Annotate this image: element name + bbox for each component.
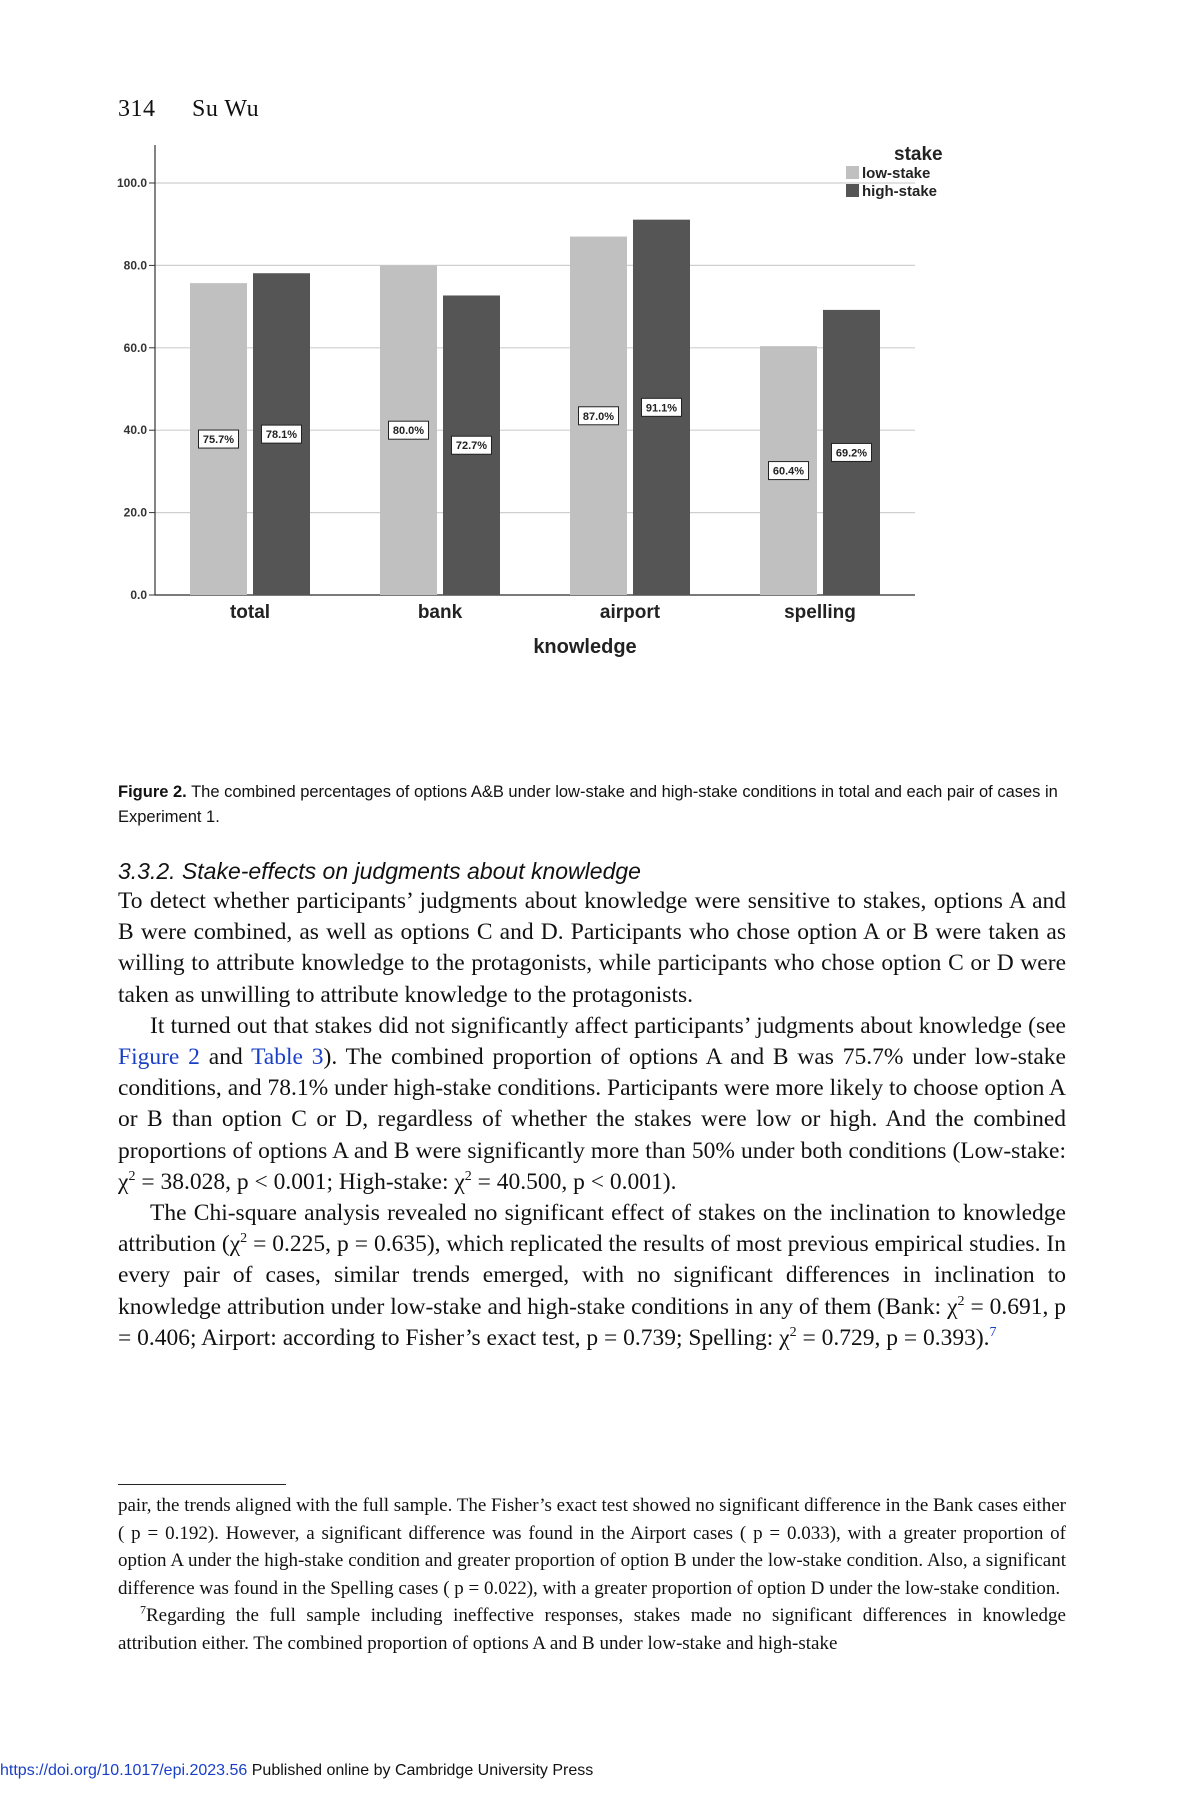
doi-link[interactable]: https://doi.org/10.1017/epi.2023.56 xyxy=(0,1762,248,1779)
x-tick-label: bank xyxy=(417,602,463,623)
page-number: 314 xyxy=(118,96,156,122)
body-text xyxy=(118,886,1066,1354)
data-label: 72.7% xyxy=(455,440,488,453)
data-label: 78.1% xyxy=(265,429,298,442)
table-3-link[interactable]: Table 3 xyxy=(251,1044,324,1071)
y-tick-label: 60.0 xyxy=(123,340,147,355)
legend-swatch-low-stake xyxy=(846,166,859,179)
paragraph-3: The Chi-square analysis revealed no significant effect of stakes on the inclination to knowledge attribution ($\chi^2 = 0.225$, p = 0.635), which replicated the results of most previous empirical studies. In every pair of cases, similar trends emerged, with no significant differences in inclination to knowledge attribution under low-stake and high-stake conditions in any of them (Bank: $\chi^2 = 0.691$, p = 0.406; Airport: according to Fisher’s exact test, p = 0.739; Spelling: $\chi^2 = 0.729$, p = 0.393).$^7$ xyxy=(118,1200,1066,1351)
data-label: 60.4% xyxy=(772,465,805,478)
footnote-7-link[interactable]: 7 xyxy=(989,1325,997,1341)
legend-title: stake xyxy=(894,145,943,165)
data-label: 75.7% xyxy=(202,434,235,447)
y-tick-label: 20.0 xyxy=(123,505,147,520)
running-header xyxy=(118,96,259,123)
y-tick-label: 100.0 xyxy=(116,176,147,190)
x-axis-label: knowledge xyxy=(533,636,637,658)
y-tick-label: 0.0 xyxy=(130,588,147,602)
data-label: 87.0% xyxy=(582,410,615,423)
footnotes xyxy=(118,1492,1066,1657)
x-tick-label: total xyxy=(229,602,271,623)
author-name: Su Wu xyxy=(192,96,260,122)
figure-caption-text: The combined percentages of options A&B under low-stake and high-stake conditions in total and each pair of cases in Experiment 1. xyxy=(118,783,1058,826)
footnote-7-marker: 7 xyxy=(140,1602,146,1617)
legend-swatch-high-stake xyxy=(846,184,859,197)
data-label: 91.1% xyxy=(645,402,678,415)
x-tick-label: spelling xyxy=(784,602,856,623)
paragraph-1: To detect whether participants’ judgments about knowledge were sensitive to stakes, options A and B were combined, as well as options C and D. Participants who chose option A or B were taken as willing to attribute knowledge to the protagonists, while participants who chose option C or D were taken as unwilling to attribute knowledge to the protagonists. xyxy=(118,888,1066,1008)
footnote-6-continuation: pair, the trends aligned with the full sample. The Fisher’s exact test showed no significant difference in the Bank cases either ( p = 0.192). However, a significant difference was found in the Airport cases ( p = 0.033), with a greater proportion of option A under the high-stake condition and greater proportion of option B under the low-stake condition. Also, a significant difference was found in the Spelling cases ( p = 0.022), with a greater proportion of option D under the low-stake condition. xyxy=(118,1495,1066,1599)
x-tick-label: airport xyxy=(599,602,661,623)
figure-label: Figure 2. xyxy=(118,783,187,801)
footnote-divider xyxy=(118,1484,286,1485)
publisher-note: Published online by Cambridge University Press xyxy=(247,1762,594,1779)
legend-label-low-stake: low-stake xyxy=(862,165,931,182)
paragraph-2: It turned out that stakes did not significantly affect participants’ judgments about knowledge (see Figure 2 and Table 3). The combined proportion of options A and B was 75.7% under low-stake conditions, and 78.1% under high-stake conditions. Participants were more likely to choose option A or B than option C or D, regardless of whether the stakes were low or high. And the combined proportions of options A and B were significantly more than 50% under both conditions (Low-stake: $\chi^2 = 38.028$, p < 0.001; High-stake: $\chi^2 = 40.500$, p < 0.001). xyxy=(118,1012,1066,1195)
bar-chart xyxy=(100,145,1100,765)
data-label: 80.0% xyxy=(392,425,425,438)
legend-label-high-stake: high-stake xyxy=(862,183,938,200)
data-label: 69.2% xyxy=(835,447,868,460)
page-footer xyxy=(0,1762,593,1780)
figure-caption xyxy=(118,780,1066,830)
y-tick-label: 40.0 xyxy=(123,423,147,438)
y-tick-label: 80.0 xyxy=(123,258,147,273)
footnote-7: $^7$Regarding the full sample including ineffective responses, stakes made no significant differences in knowledge attribution either. The combined proportion of options A and B under low-stake and high-stake xyxy=(118,1602,1066,1654)
figure-2-link[interactable]: Figure 2 xyxy=(118,1044,200,1071)
section-heading: 3.3.2. Stake-effects on judgments about knowledge xyxy=(118,858,641,884)
